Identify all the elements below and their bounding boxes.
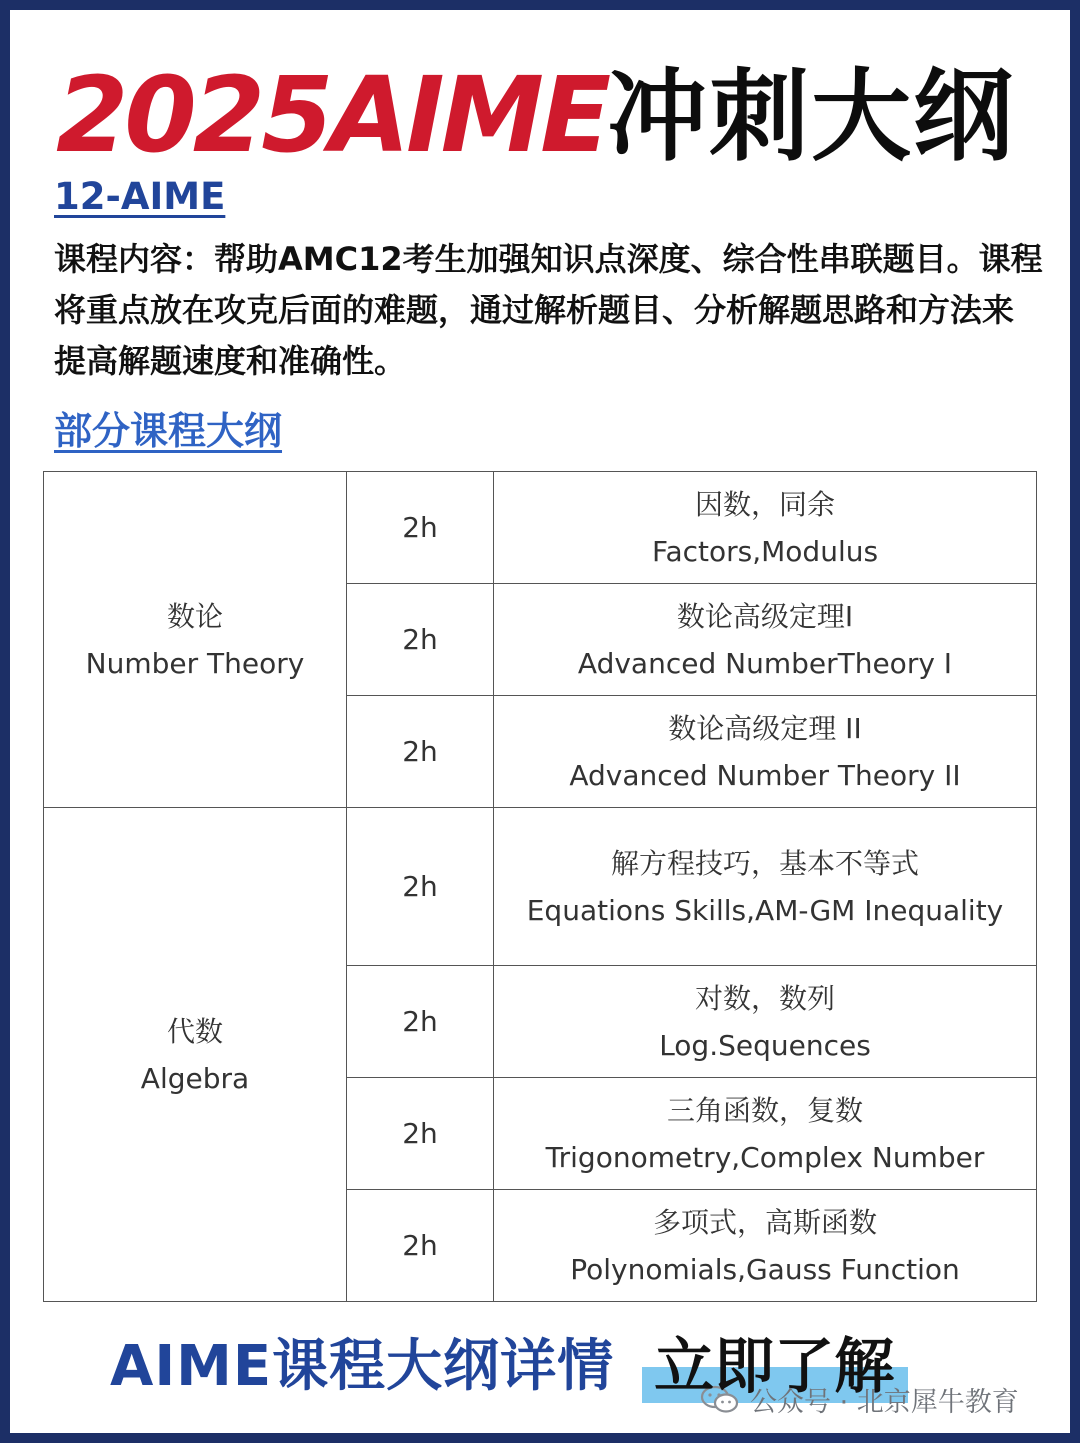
duration-cell: 2h [347,1078,494,1190]
cta-banner[interactable] [110,1322,894,1402]
topic-cn: 多项式，高斯函数 [652,1205,877,1239]
category-cn: 代数 [166,1014,223,1048]
duration-cell: 2h [347,1190,494,1302]
topic-cn: 数论高级定理I [676,599,854,633]
table-row [44,808,1037,966]
topic-cell [494,1190,1037,1302]
topic-cell [494,584,1037,696]
duration-cell: 2h [347,472,494,584]
cta-action-text: 立即了解 [654,1332,895,1402]
section-title: 部分课程大纲 [54,409,283,453]
category-en: Algebra [140,1061,250,1095]
title-year-exam: 2025AIME [56,54,608,176]
topic-cell [494,696,1037,808]
syllabus-table [43,471,1037,1302]
watermark-text: 公众号 · 北京犀牛教育 [750,1387,1019,1418]
category-cn: 数论 [166,599,223,633]
topic-cell [494,1078,1037,1190]
topic-en: Advanced NumberTheory I [577,646,953,680]
title-sprint-outline: 冲刺大纲 [607,58,1016,175]
poster-title [56,50,1015,180]
table-row [44,472,1037,584]
topic-cell [494,966,1037,1078]
topic-cell [494,472,1037,584]
topic-cell [494,808,1037,966]
topic-en: Equations Skills,AM-GM Inequality [526,893,1004,927]
topic-cn: 解方程技巧，基本不等式 [610,846,919,880]
topic-cn: 因数，同余 [694,487,835,521]
duration-cell: 2h [347,808,494,966]
topic-cn: 数论高级定理 II [668,711,862,745]
description-text: 帮助AMC12考生加强知识点深度、综合性串联题目。课程将重点放在攻克后面的难题，通过解析题目、分析解题思路和方法来提高解题速度和准确性。 [54,240,1043,380]
duration-cell: 2h [347,584,494,696]
cta-learn-now[interactable] [654,1319,894,1405]
category-en: Number Theory [85,646,305,680]
duration-cell: 2h [347,966,494,1078]
topic-en: Trigonometry,Complex Number [545,1140,985,1174]
topic-cn: 对数，数列 [694,981,835,1015]
topic-en: Polynomials,Gauss Function [570,1252,960,1286]
topic-en: Log.Sequences [659,1028,871,1062]
course-code: 12-AIME [54,175,226,218]
duration-cell: 2h [347,696,494,808]
cta-main-text: AIME课程大纲详情 [110,1334,615,1399]
course-description [54,234,1044,387]
topic-en: Factors,Modulus [651,534,879,568]
topic-en: Advanced Number Theory II [569,758,961,792]
poster-page [10,10,1070,1433]
description-lead: 课程内容： [54,240,215,278]
category-cell [44,808,347,1302]
category-cell [44,472,347,808]
topic-cn: 三角函数，复数 [666,1093,863,1127]
